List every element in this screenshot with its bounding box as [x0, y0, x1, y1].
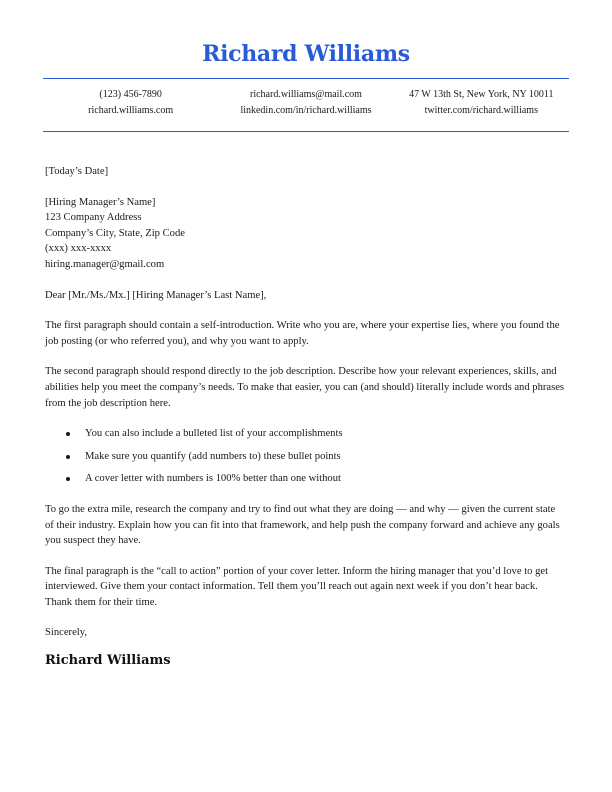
recipient-block — [45, 195, 565, 273]
letter-body — [45, 164, 565, 669]
recipient-name: [Hiring Manager’s Name] — [45, 196, 156, 208]
header-top-divider — [43, 78, 569, 79]
recipient-email: hiring.manager@gmail.com — [45, 258, 165, 270]
contact-phone: (123) 456-7890 — [99, 89, 162, 100]
letter-date: [Today’s Date] — [45, 166, 109, 177]
list-item: Make sure you quantify (add numbers to) these bullet points — [85, 449, 565, 465]
contact-email: richard.williams@mail.com — [250, 89, 362, 100]
header-bottom-divider — [43, 131, 569, 132]
applicant-name: Richard Williams — [202, 41, 410, 67]
contact-info — [43, 88, 569, 118]
list-item: You can also include a bulleted list of your accomplishments — [85, 426, 565, 442]
greeting: Dear [Mr./Ms./Mx.] [Hiring Manager’s Last Name], — [45, 289, 267, 301]
paragraph-intro: The first paragraph should contain a self-introduction. Write who you are, where your expertise lies, where you found the job posting (or who referred you), and why you want to apply. — [45, 320, 560, 347]
paragraph-research: To go the extra mile, research the company and try to find out what they are doing — and why — given the current state of their industry. Explain how you can fit into that framework, and help push the company forward and achieve any goals you suspect they have. — [45, 503, 560, 547]
list-item: A cover letter with numbers is 100% better than one without — [85, 471, 565, 487]
recipient-phone: (xxx) xxx-xxxx — [45, 243, 112, 255]
contact-twitter: twitter.com/richard.williams — [424, 105, 538, 116]
paragraph-job-description: The second paragraph should respond directly to the job description. Describe how your relevant experiences, skills, and abilities help you meet the company’s needs. To make that easier, you can (and should) literally include words and phrases from the job description here. — [45, 366, 565, 409]
paragraph-call-to-action: The final paragraph is the “call to action” portion of your cover letter. Inform the hiring manager that you’d love to get interviewed. Give them your contact information. Tell them you’ll reach out again next week if you don’t hear back. Thank them for their time. — [45, 565, 549, 608]
signoff: Sincerely, — [45, 627, 87, 639]
recipient-address: 123 Company Address — [45, 212, 142, 224]
contact-address: 47 W 13th St, New York, NY 10011 — [409, 89, 554, 100]
recipient-city: Company’s City, State, Zip Code — [45, 227, 185, 239]
contact-website: richard.williams.com — [88, 105, 174, 116]
signature-name: Richard Williams — [45, 653, 171, 669]
contact-linkedin: linkedin.com/in/richard.williams — [240, 105, 372, 116]
accomplishments-list — [45, 426, 565, 487]
